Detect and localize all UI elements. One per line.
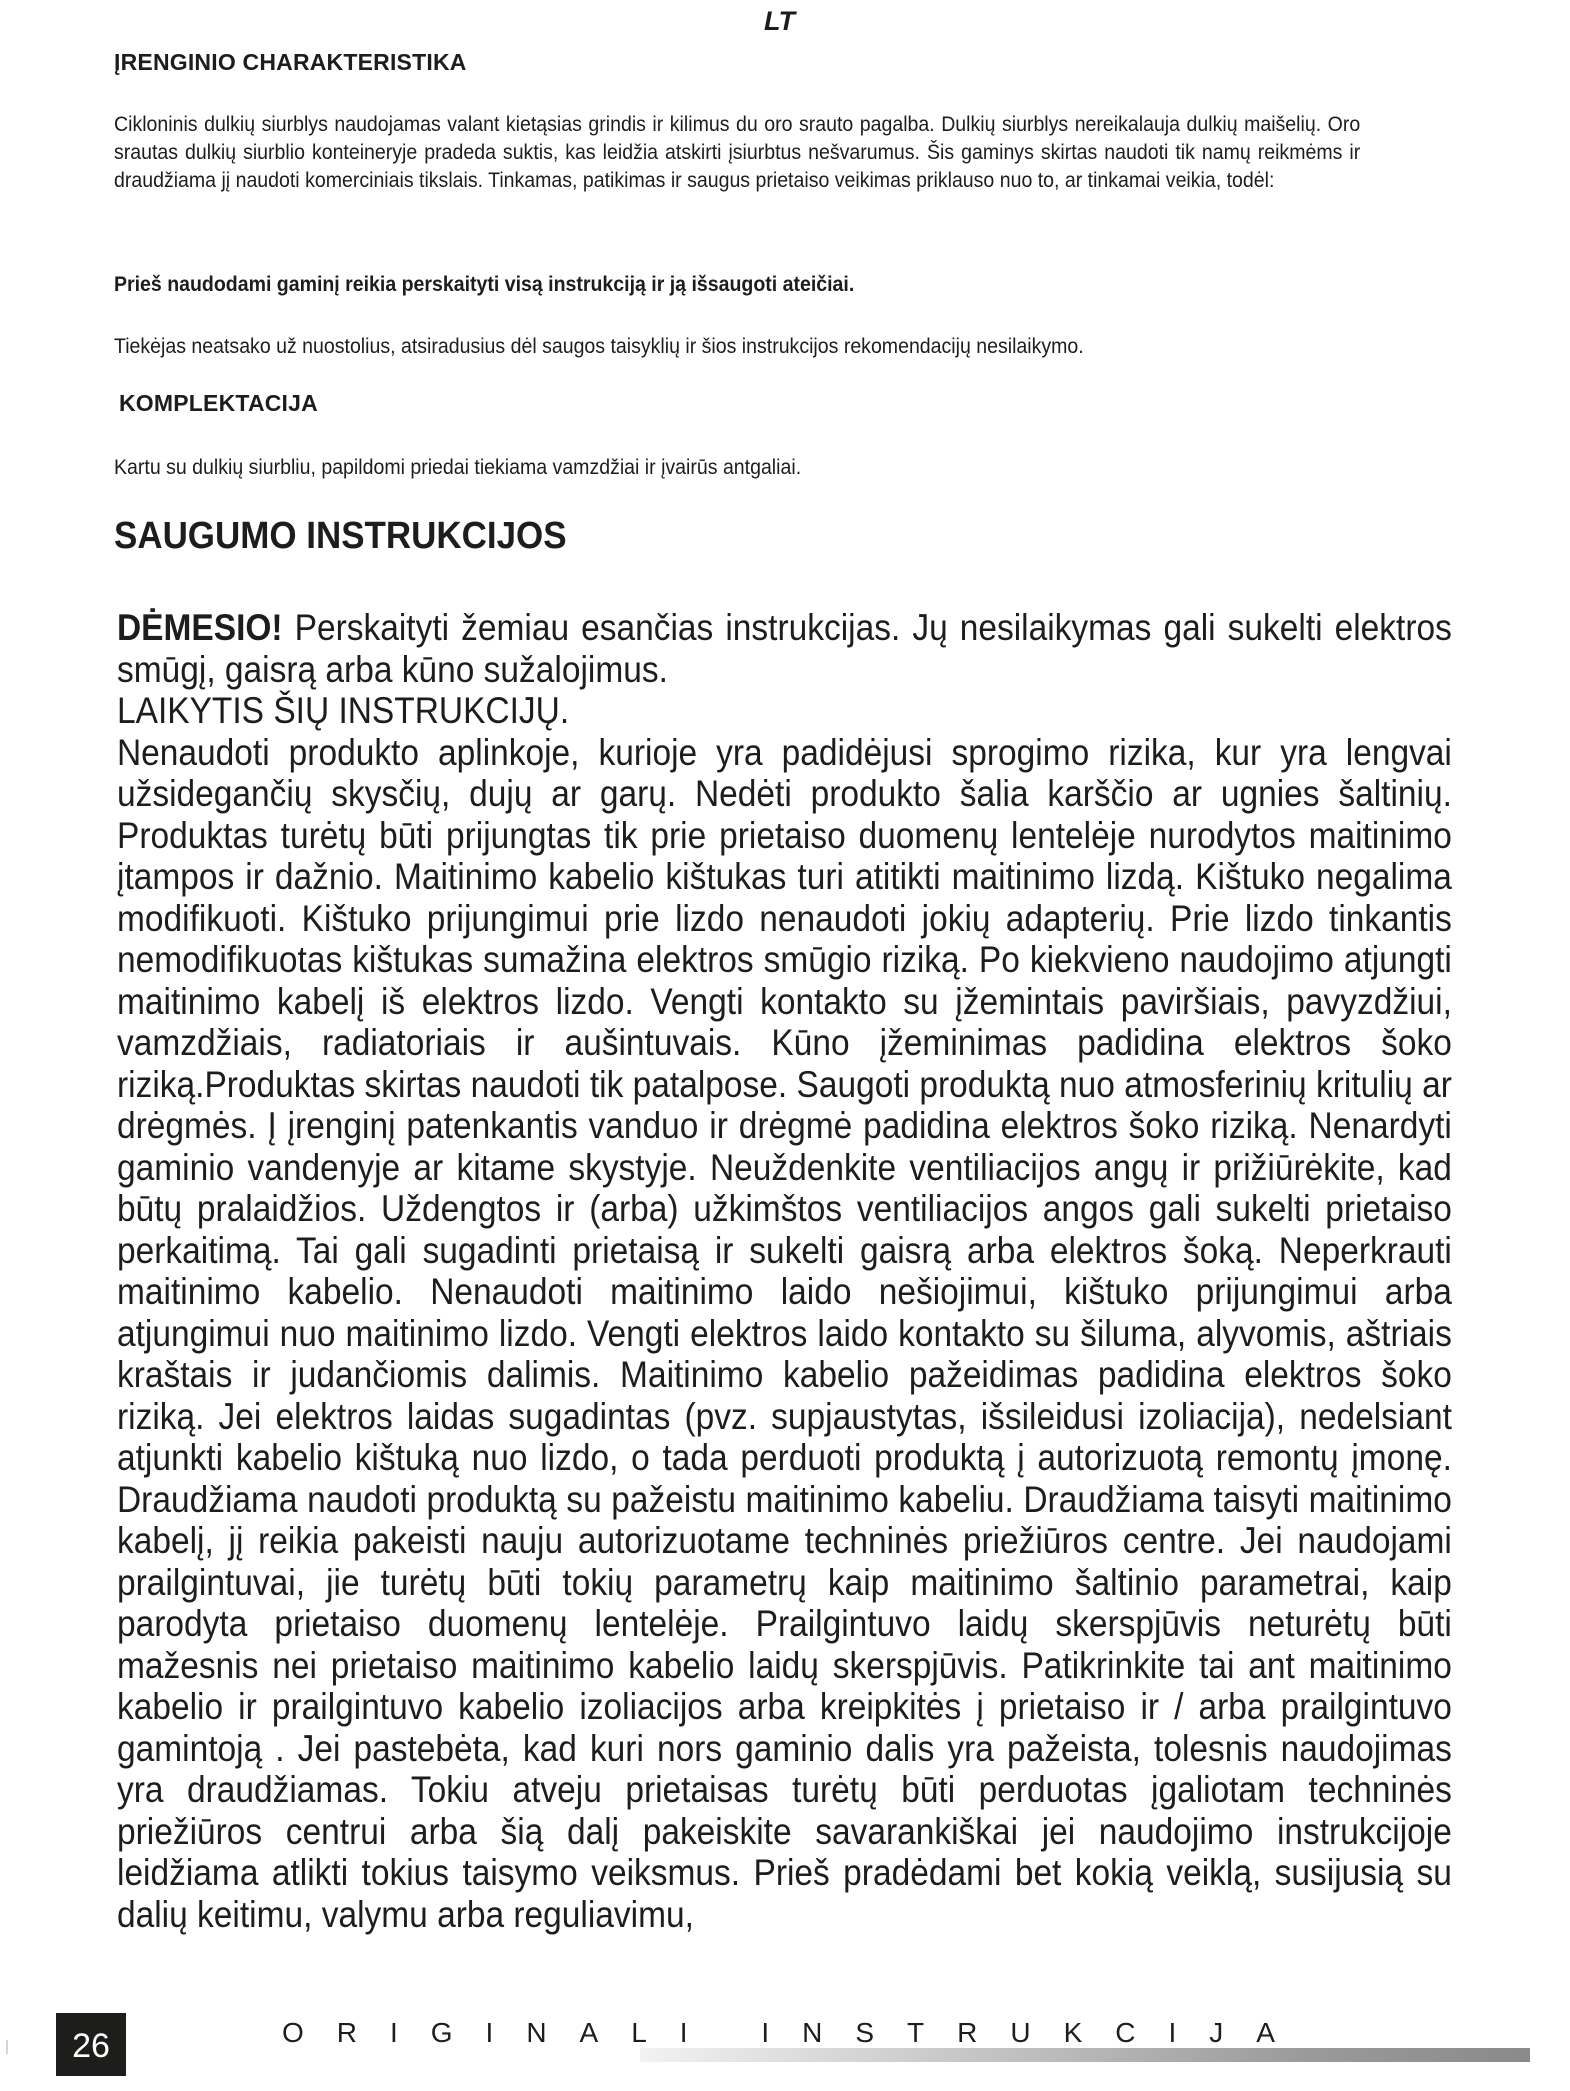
warning-paragraph <box>117 607 1452 690</box>
footer-title: ORIGINALI INSTRUKCIJA <box>282 2017 1308 2048</box>
liability-note: Tiekėjas neatsako už nuostolius, atsiradusius dėl saugos taisyklių ir šios instrukcijos rekomendacijų nesilaikymo. <box>114 335 1084 358</box>
safety-instructions-heading: SAUGUMO INSTRUKCIJOS <box>114 515 567 557</box>
footer-gradient-bar <box>640 2048 1530 2062</box>
package-contents-heading: KOMPLEKTACIJA <box>119 390 318 416</box>
package-contents-paragraph: Kartu su dulkių siurbliu, papildomi priedai tiekiama vamzdžiai ir įvairūs antgaliai. <box>114 456 802 479</box>
warning-label: DĖMESIO! <box>117 607 283 648</box>
safety-body-text: Nenaudoti produkto aplinkoje, kurioje yra padidėjusi sprogimo rizika, kur yra lengvai užsidegančių skysčių, dujų ar garų. Nedėti produkto šalia karščio ar ugnies šaltinių. Produktas turėtų būti prijungtas tik prie prietaiso duomenų lentelėje nurodytos maitinimo įtampos ir dažnio. Maitinimo kabelio kištukas turi atitikti maitinimo lizdą. Kištuko negalima modifikuoti. Kištuko prijungimui prie lizdo nenaudoti jokių adapterių. Prie lizdo tinkantis nemodifikuotas kištukas sumažina elektros smūgio riziką. Po kiekvieno naudojimo atjungti maitinimo kabelį iš elektros lizdo. Vengti kontakto su įžemintais paviršiais, pavyzdžiui, vamzdžiais, radiatoriais ir aušintuvais. Kūno įžeminimas padidina elektros šoko riziką.Produktas skirtas naudoti tik patalpose. Saugoti produktą nuo atmosferinių kritulių ar drėgmės. Į įrenginį patenkantis vanduo ir drėgmė padidina elektros šoko riziką. Nenardyti gaminio vandenyje ar kitame skystyje. Neuždenkite ventiliacijos angų ir prižiūrėkite, kad būtų pralaidžios. Uždengtos ir (arba) užkimštos ventiliacijos angos gali sukelti prietaiso perkaitimą. Tai gali sugadinti prietaisą ir sukelti gaisrą arba elektros šoką. Neperkrauti maitinimo kabelio. Nenaudoti maitinimo laido nešiojimui, kištuko prijungimui arba atjungimui nuo maitinimo lizdo. Vengti elektros laido kontakto su šiluma, alyvomis, aštriais kraštais ir judančiomis dalimis. Maitinimo kabelio pažeidimas padidina elektros šoko riziką. Jei elektros laidas sugadintas (pvz. supjaustytas, išsileidusi izoliacija), nedelsiant atjunkti kabelio kištuką nuo lizdo, o tada perduoti produktą į autorizuotą remontų įmonę. Draudžiama naudoti produktą su pažeistu maitinimo kabeliu. Draudžiama taisyti maitinimo kabelį, jį reikia pakeisti nauju autorizuotame techninės priežiūros centre. Jei naudojami prailgintuvai, jie turėtų būti tokių parametrų kaip maitinimo šaltinio parametrai, kaip parodyta prietaiso duomenų lentelėje. Prailgintuvo laidų skerspjūvis neturėtų būti mažesnis nei prietaiso maitinimo kabelio laidų skerspjūvis. Patikrinkite tai ant maitinimo kabelio ir prailgintuvo kabelio izoliacijos arba kreipkitės į prietaiso ir / arba prailgintuvo gamintoją . Jei pastebėta, kad kuri nors gaminio dalis yra pažeista, tolesnis naudojimas yra draudžiamas. Tokiu atveju prietaisas turėtų būti perduotas įgaliotam techninės priežiūros centrui arba šią dalį pakeiskite savarankiškai jei naudojimo instrukcijoje leidžiama atlikti tokius taisymo veiksmus. Prieš pradėdami bet kokią veiklą, susijusią su dalių keitimu, valymu arba reguliavimu, <box>117 731 1452 1935</box>
device-characteristics-heading: ĮRENGINIO CHARAKTERISTIKA <box>114 49 467 75</box>
device-characteristics-paragraph: Cikloninis dulkių siurblys naudojamas valant kietąsias grindis ir kilimus du oro srauto pagalba. Dulkių siurblys nereikalauja dulkių maišelių. Oro srautas dulkių siurblio konteineryje pradeda suktis, kas leidžia atskirti įsiurbtus nešvarumus. Šis gaminys skirtas naudoti tik namų reikmėms ir draudžiama jį naudoti komerciniais tikslais. Tinkamas, patikimas ir saugus prietaiso veikimas priklauso nuo to, ar tinkamai veikia, todėl: <box>114 113 1361 192</box>
footer-tick <box>6 2040 8 2054</box>
language-code: LT <box>764 6 795 36</box>
page-number: 26 <box>56 2013 126 2076</box>
safety-instructions-body <box>117 607 1452 1935</box>
read-instructions-note: Prieš naudodami gaminį reikia perskaityti visą instrukciją ir ją išsaugoti ateičiai. <box>114 273 855 296</box>
warning-text: Perskaityti žemiau esančias instrukcijas. Jų nesilaikymas gali sukelti elektros smūgį, gaisrą arba kūno sužalojimus. <box>117 607 1452 690</box>
keep-instructions-line: LAIKYTIS ŠIŲ INSTRUKCIJŲ. <box>117 690 570 731</box>
